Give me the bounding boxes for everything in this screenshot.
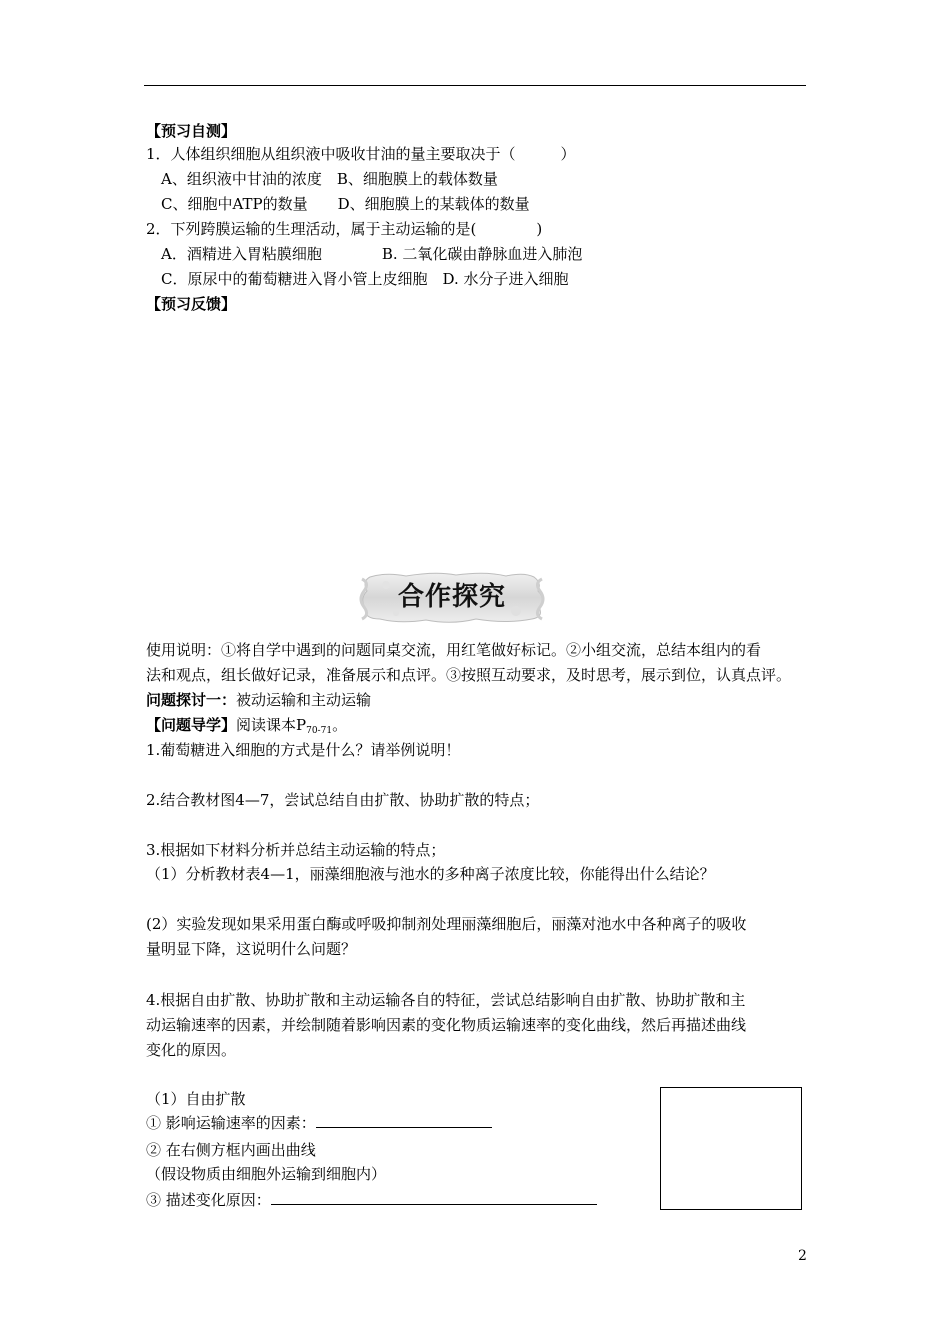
question-1-options-row1: A、组织液中甘油的浓度 B、细胞膜上的载体数量 xyxy=(161,170,498,188)
curve-drawing-box[interactable] xyxy=(660,1087,802,1210)
explore-question-3-2-line2: 量明显下降，这说明什么问题？ xyxy=(146,940,357,958)
explore-question-3-1: （1）分析教材表4—1，丽藻细胞液与池水的多种离子浓度比较，你能得出什么结论？ xyxy=(146,865,715,883)
explore-question-2: 2.结合教材图4—7，尝试总结自由扩散、协助扩散的特点； xyxy=(146,791,540,809)
question-1: 1．人体组织细胞从组织液中吸收甘油的量主要取决于（ ） xyxy=(146,145,576,163)
section-banner xyxy=(356,569,548,625)
explore-question-4-line1: 4.根据自由扩散、协助扩散和主动运输各自的特征，尝试总结影响自由扩散、协助扩散和主 xyxy=(146,991,746,1009)
question-1-options-row2: C、细胞中ATP的数量 D、细胞膜上的某载体的数量 xyxy=(161,195,530,213)
explore-question-4-line2: 动运输速率的因素，并绘制随着影响因素的变化物质运输速率的变化曲线，然后再描述曲线 xyxy=(146,1016,747,1034)
feedback-heading: 【预习反馈】 xyxy=(146,295,237,313)
usage-instructions-line2: 法和观点，组长做好记录，准备展示和点评。③按照互动要求，及时思考，展示到位，认真点评。 xyxy=(146,666,792,684)
explore-question-1: 1.葡萄糖进入细胞的方式是什么？请举例说明！ xyxy=(146,741,461,759)
explore-question-3: 3.根据如下材料分析并总结主动运输的特点； xyxy=(146,841,446,859)
topic-text: 被动运输和主动运输 xyxy=(236,691,372,709)
question-2: 2．下列跨膜运输的生理活动，属于主动运输的是( ) xyxy=(146,220,543,238)
guide-text: 阅读课本P xyxy=(236,716,307,734)
question-2-options-row2: C．原尿中的葡萄糖进入肾小管上皮细胞 D. 水分子进入细胞 xyxy=(161,270,569,288)
question-2-options-row1: A．酒精进入胃粘膜细胞 B. 二氧化碳由静脉血进入肺泡 xyxy=(161,245,583,263)
draw-curve-instruction: ② 在右侧方框内画出曲线 xyxy=(146,1141,316,1159)
page-number: 2 xyxy=(798,1248,807,1264)
header-rule xyxy=(144,85,806,86)
usage-instructions-line1: 使用说明：①将自学中遇到的问题同桌交流，用红笔做好标记。②小组交流，总结本组内的看 xyxy=(146,641,762,659)
banner-title: 合作探究 xyxy=(397,582,506,612)
topic-label: 问题探讨一： xyxy=(146,691,237,709)
subsection-free-diffusion: （1）自由扩散 xyxy=(146,1090,246,1108)
guide-end: 。 xyxy=(332,716,348,734)
factor-line xyxy=(146,1113,492,1133)
topic-heading xyxy=(146,690,371,710)
preview-test-heading: 【预习自测】 xyxy=(146,122,237,140)
factor-label: ① 影响运输速率的因素： xyxy=(146,1114,316,1132)
factor-answer-blank[interactable] xyxy=(316,1113,492,1128)
reason-line xyxy=(146,1190,597,1210)
explore-question-4-line3: 变化的原因。 xyxy=(146,1041,237,1059)
reason-label: ③ 描述变化原因： xyxy=(146,1191,271,1209)
explore-question-3-2-line1: (2）实验发现如果采用蛋白酶或呼吸抑制剂处理丽藻细胞后，丽藻对池水中各种离子的吸收 xyxy=(146,915,747,933)
reason-answer-blank[interactable] xyxy=(271,1190,597,1205)
guide-label: 【问题导学】 xyxy=(146,716,237,734)
guide-line xyxy=(146,715,347,741)
guide-page-range: 70-71 xyxy=(306,726,333,736)
draw-curve-note: （假设物质由细胞外运输到细胞内） xyxy=(146,1165,387,1183)
